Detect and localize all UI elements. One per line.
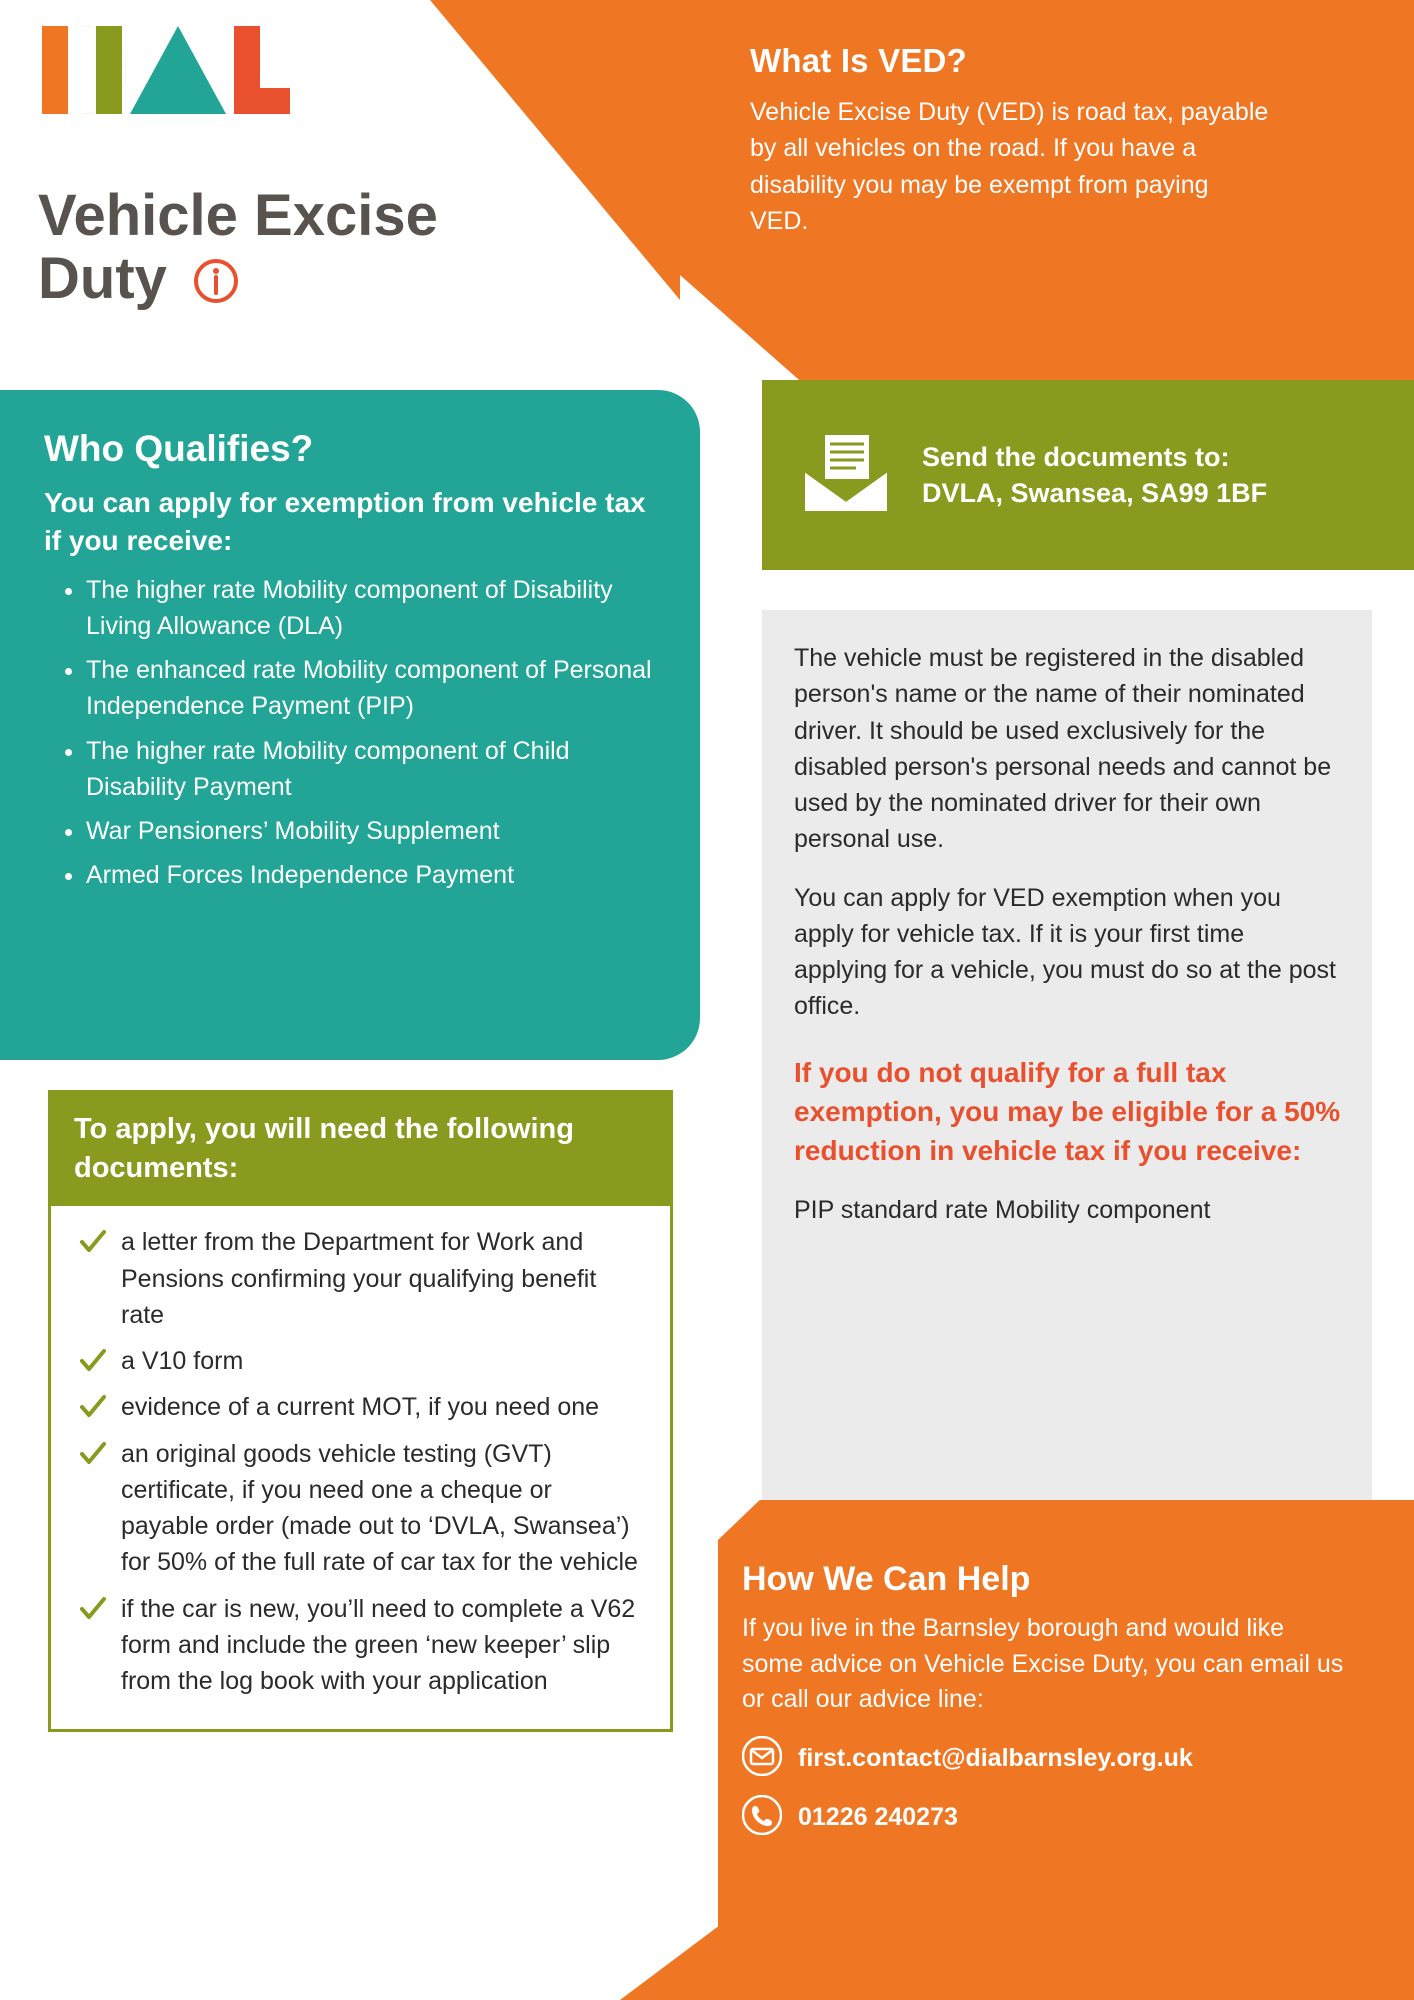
info-paragraph-2: You can apply for VED exemption when you apply for vehicle tax. If it is your first time applying for a vehicle, you must do so at the post office. <box>794 883 1336 1021</box>
info-icon <box>193 254 239 317</box>
envelope-document-icon <box>798 430 894 521</box>
list-item <box>73 1436 646 1581</box>
dial-logo <box>38 22 318 117</box>
page-title <box>38 185 598 316</box>
info-paragraph-3: PIP standard rate Mobility component <box>794 1196 1211 1225</box>
ved-body: Vehicle Excise Duty (VED) is road tax, payable by all vehicles on the road. If you have a disability you may be exempt from paying VED. <box>750 98 1269 235</box>
send-documents-line1: Send the documents to: <box>922 441 1230 472</box>
phone-icon <box>742 1795 782 1840</box>
send-documents-text <box>922 439 1267 512</box>
check-icon <box>79 1228 107 1256</box>
list-item: • The enhanced rate Mobility component of Personal Independence Payment (PIP) <box>86 652 660 725</box>
email-row[interactable] <box>742 1736 1350 1781</box>
list-item <box>73 1343 646 1379</box>
info-panel <box>762 610 1372 1500</box>
page-title-line1: Vehicle Excise <box>38 183 438 248</box>
phone-number[interactable]: 01226 240273 <box>798 1802 958 1831</box>
send-documents-box <box>762 380 1414 570</box>
help-heading: How We Can Help <box>742 1560 1031 1598</box>
page-title-line2: Duty <box>38 245 167 311</box>
list-item <box>73 1591 646 1700</box>
list-item: • Armed Forces Independence Payment <box>86 857 660 893</box>
list-item <box>73 1224 646 1333</box>
check-icon <box>79 1347 107 1375</box>
list-item-label: a letter from the Department for Work and Pensions confirming your qualifying benefit rate <box>121 1228 597 1329</box>
documents-list <box>73 1224 646 1699</box>
ved-section <box>750 42 1270 239</box>
envelope-icon <box>742 1736 782 1781</box>
list-item-label: a V10 form <box>121 1347 244 1376</box>
check-icon <box>79 1393 107 1421</box>
email-address[interactable]: first.contact@dialbarnsley.org.uk <box>798 1743 1193 1772</box>
who-qualifies-panel <box>0 390 700 1060</box>
who-qualifies-lead: You can apply for exemption from vehicle tax if you receive: <box>44 487 646 556</box>
ved-heading: What Is VED? <box>750 42 967 79</box>
list-item: • The higher rate Mobility component of Child Disability Payment <box>86 733 660 806</box>
list-item <box>73 1389 646 1425</box>
list-item-label: evidence of a current MOT, if you need one <box>121 1393 600 1422</box>
list-item: • The higher rate Mobility component of Disability Living Allowance (DLA) <box>86 572 660 645</box>
info-highlight: If you do not qualify for a full tax exemption, you may be eligible for a 50% reduction in vehicle tax if you receive: <box>794 1056 1341 1166</box>
list-item-label: an original goods vehicle testing (GVT) certificate, if you need one a cheque or payable order (made out to ‘DVLA, Swansea’) for 50% of the full rate of car tax for the vehicle <box>121 1439 638 1577</box>
info-paragraph-1: The vehicle must be registered in the disabled person's name or the name of their nominated driver. It should be used exclusively for the disabled person's personal needs and cannot be used by the nominated driver for their own personal use. <box>794 644 1332 854</box>
phone-row[interactable] <box>742 1795 1350 1840</box>
page-title-line2-row <box>38 245 598 317</box>
who-qualifies-heading: Who Qualifies? <box>44 428 314 469</box>
check-icon <box>79 1440 107 1468</box>
documents-body <box>48 1206 673 1732</box>
check-icon <box>79 1595 107 1623</box>
who-qualifies-list <box>44 572 660 894</box>
list-item: • War Pensioners’ Mobility Supplement <box>86 813 660 849</box>
documents-heading: To apply, you will need the following documents: <box>48 1090 673 1206</box>
list-item-label: if the car is new, you’ll need to complete a V62 form and include the green ‘new keeper’ slip from the log book with your application <box>121 1594 636 1696</box>
help-content <box>730 1560 1350 1854</box>
help-body: If you live in the Barnsley borough and would like some advice on Vehicle Excise Duty, you can email us or call our advice line: <box>742 1614 1344 1713</box>
send-documents-line2: DVLA, Swansea, SA99 1BF <box>922 478 1268 508</box>
documents-panel <box>48 1090 673 1732</box>
